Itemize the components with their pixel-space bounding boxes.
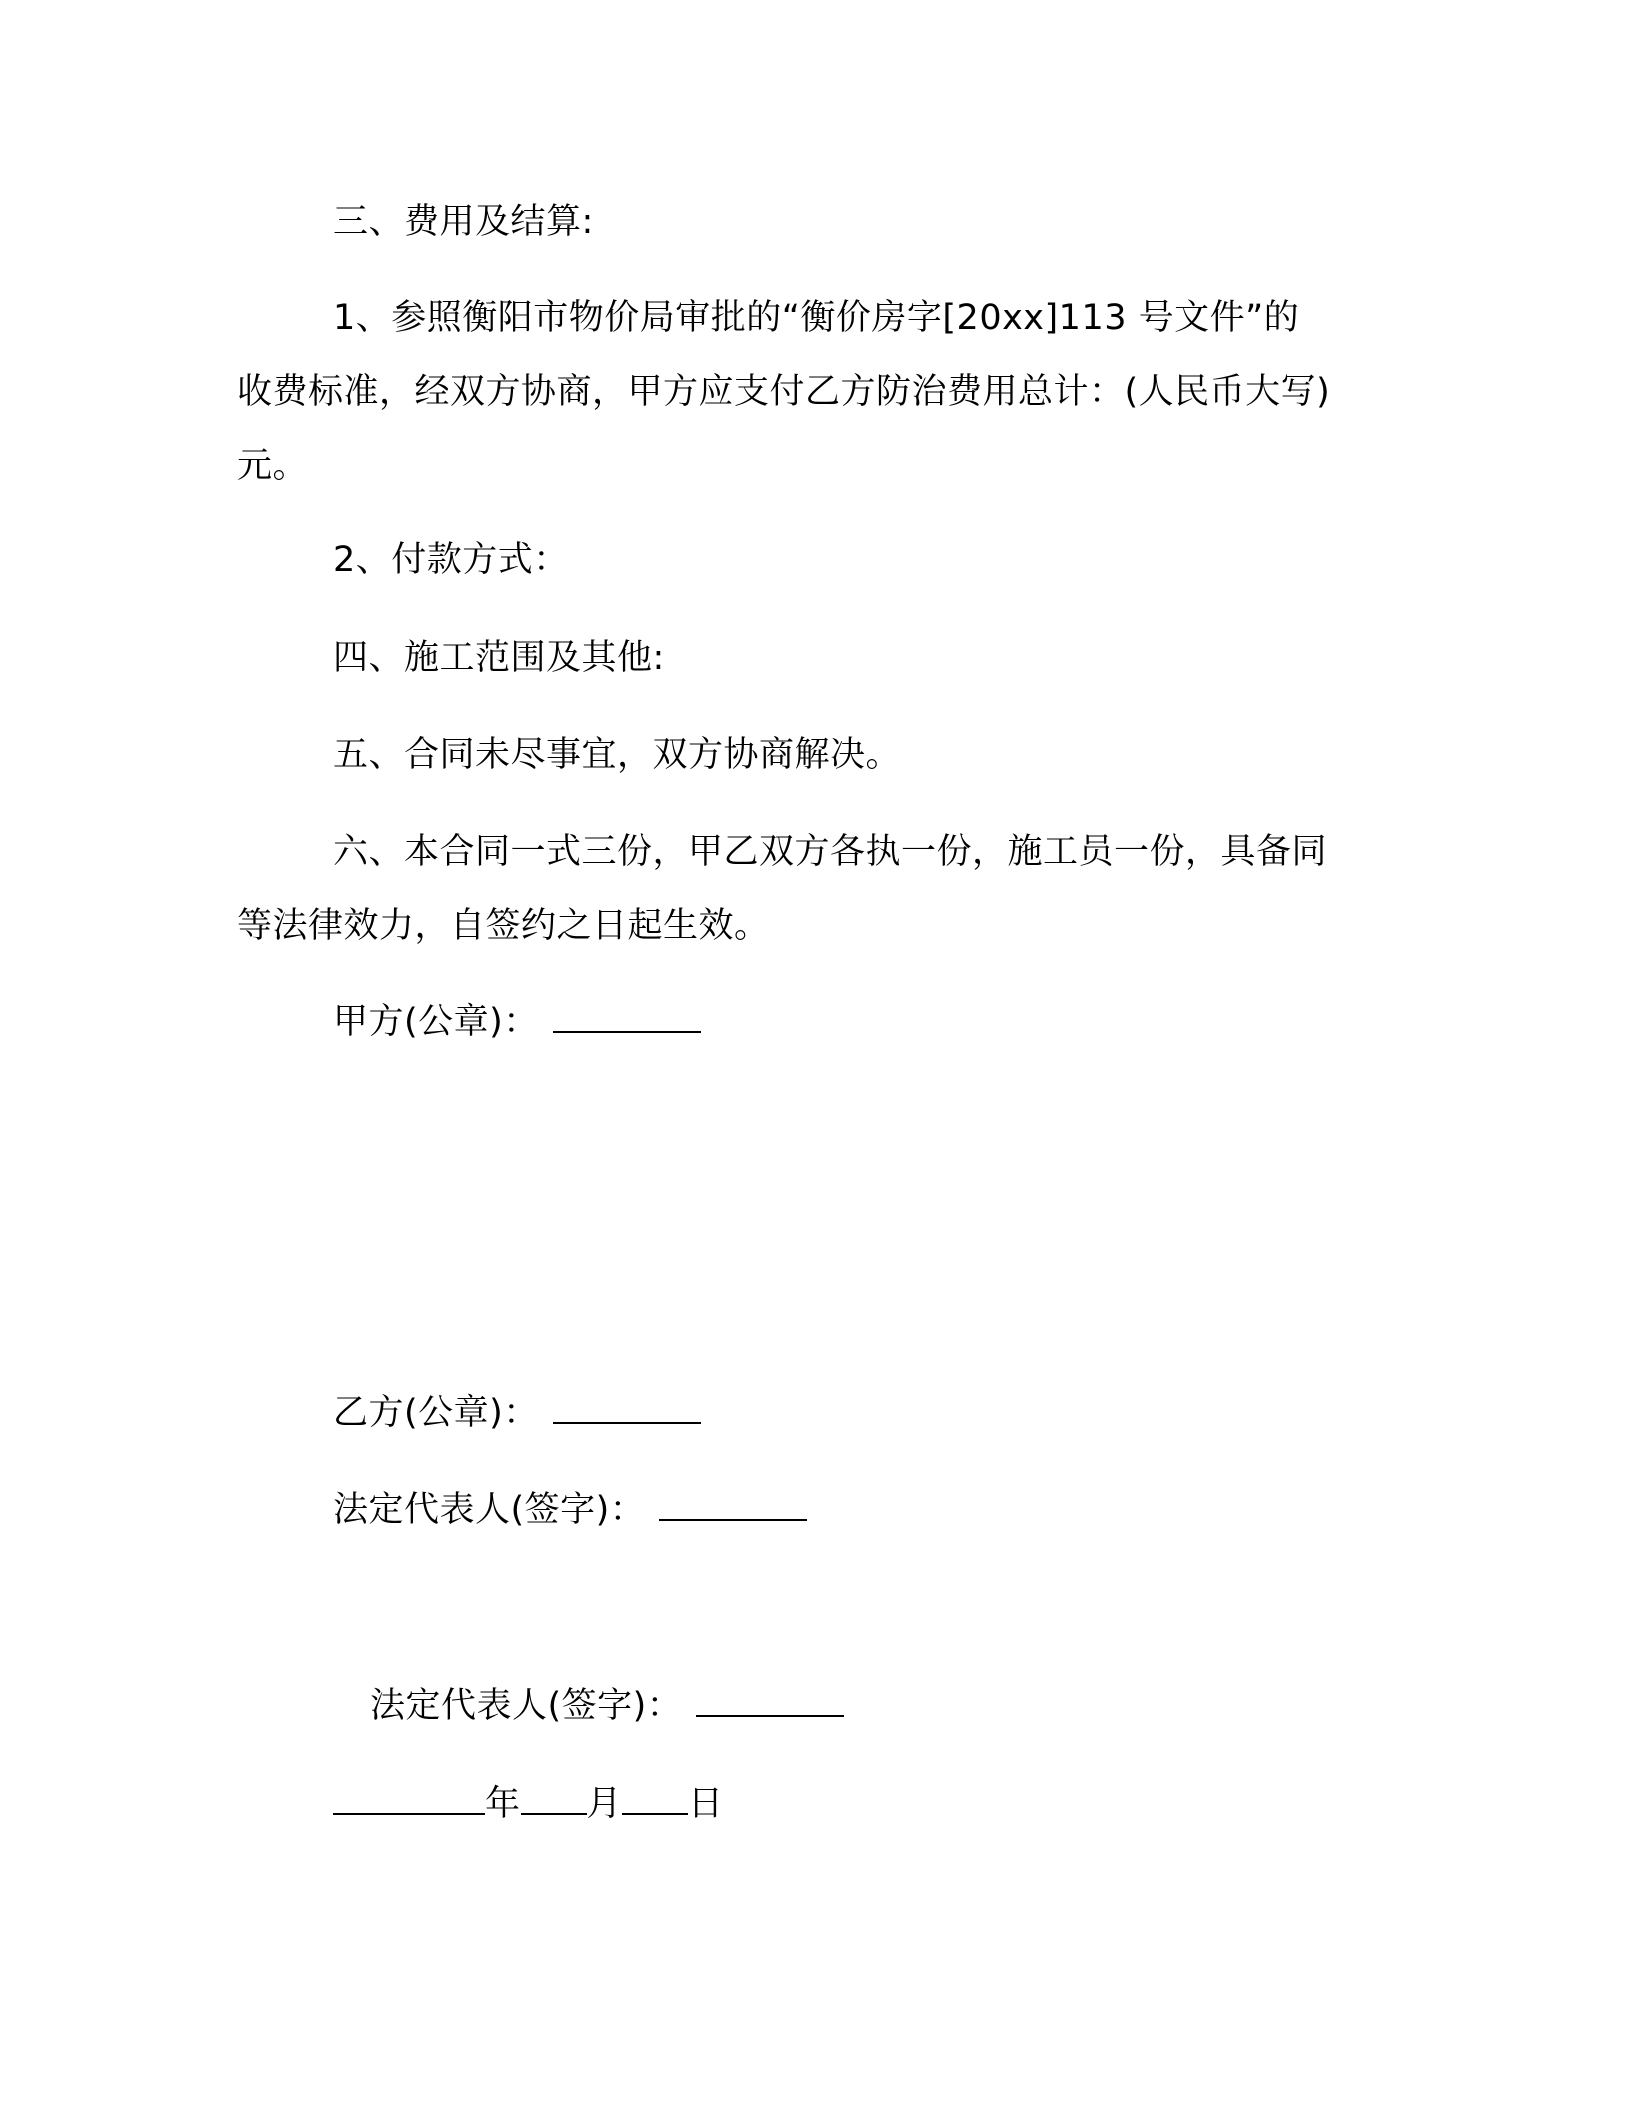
party-a-seal-blank[interactable] — [553, 1001, 701, 1033]
section-3-item-1-line-1: 1、参照衡阳市物价局审批的“衡价房字[20xx]113 号文件”的 — [333, 298, 1300, 338]
date-row — [333, 1780, 724, 1828]
section-3-item-1-line-3: 元。 — [237, 446, 309, 486]
section-4-heading: 四、施工范围及其他: — [333, 638, 665, 678]
legal-rep-2-label: 法定代表人(签字)： — [370, 1686, 683, 1726]
section-5-text: 五、合同未尽事宜，双方协商解决。 — [333, 735, 902, 775]
date-year-label: 年 — [485, 1784, 521, 1824]
legal-rep-2-blank[interactable] — [696, 1685, 844, 1717]
section-6-line-1: 六、本合同一式三份，甲乙双方各执一份，施工员一份，具备同 — [333, 832, 1328, 872]
legal-rep-1-row — [333, 1486, 807, 1534]
date-day-label: 日 — [688, 1784, 724, 1824]
section-3-heading: 三、费用及结算: — [333, 202, 594, 242]
date-month-label: 月 — [586, 1784, 623, 1824]
date-year-blank[interactable] — [333, 1783, 485, 1815]
legal-rep-1-label: 法定代表人(签字)： — [333, 1490, 646, 1530]
date-month-blank[interactable] — [521, 1783, 587, 1815]
party-a-seal-row — [333, 998, 701, 1046]
legal-rep-2-row — [370, 1682, 844, 1730]
party-b-seal-label: 乙方(公章)： — [333, 1393, 539, 1433]
section-3-item-1-line-2: 收费标准，经双方协商，甲方应支付乙方防治费用总计：(人民币大写) — [237, 372, 1331, 412]
party-b-seal-blank[interactable] — [553, 1392, 701, 1424]
date-day-blank[interactable] — [622, 1783, 688, 1815]
legal-rep-1-blank[interactable] — [659, 1489, 807, 1521]
party-b-seal-row — [333, 1389, 701, 1437]
section-3-item-2: 2、付款方式： — [333, 540, 569, 580]
party-a-seal-label: 甲方(公章)： — [333, 1002, 539, 1042]
section-6-line-2: 等法律效力，自签约之日起生效。 — [237, 906, 770, 946]
